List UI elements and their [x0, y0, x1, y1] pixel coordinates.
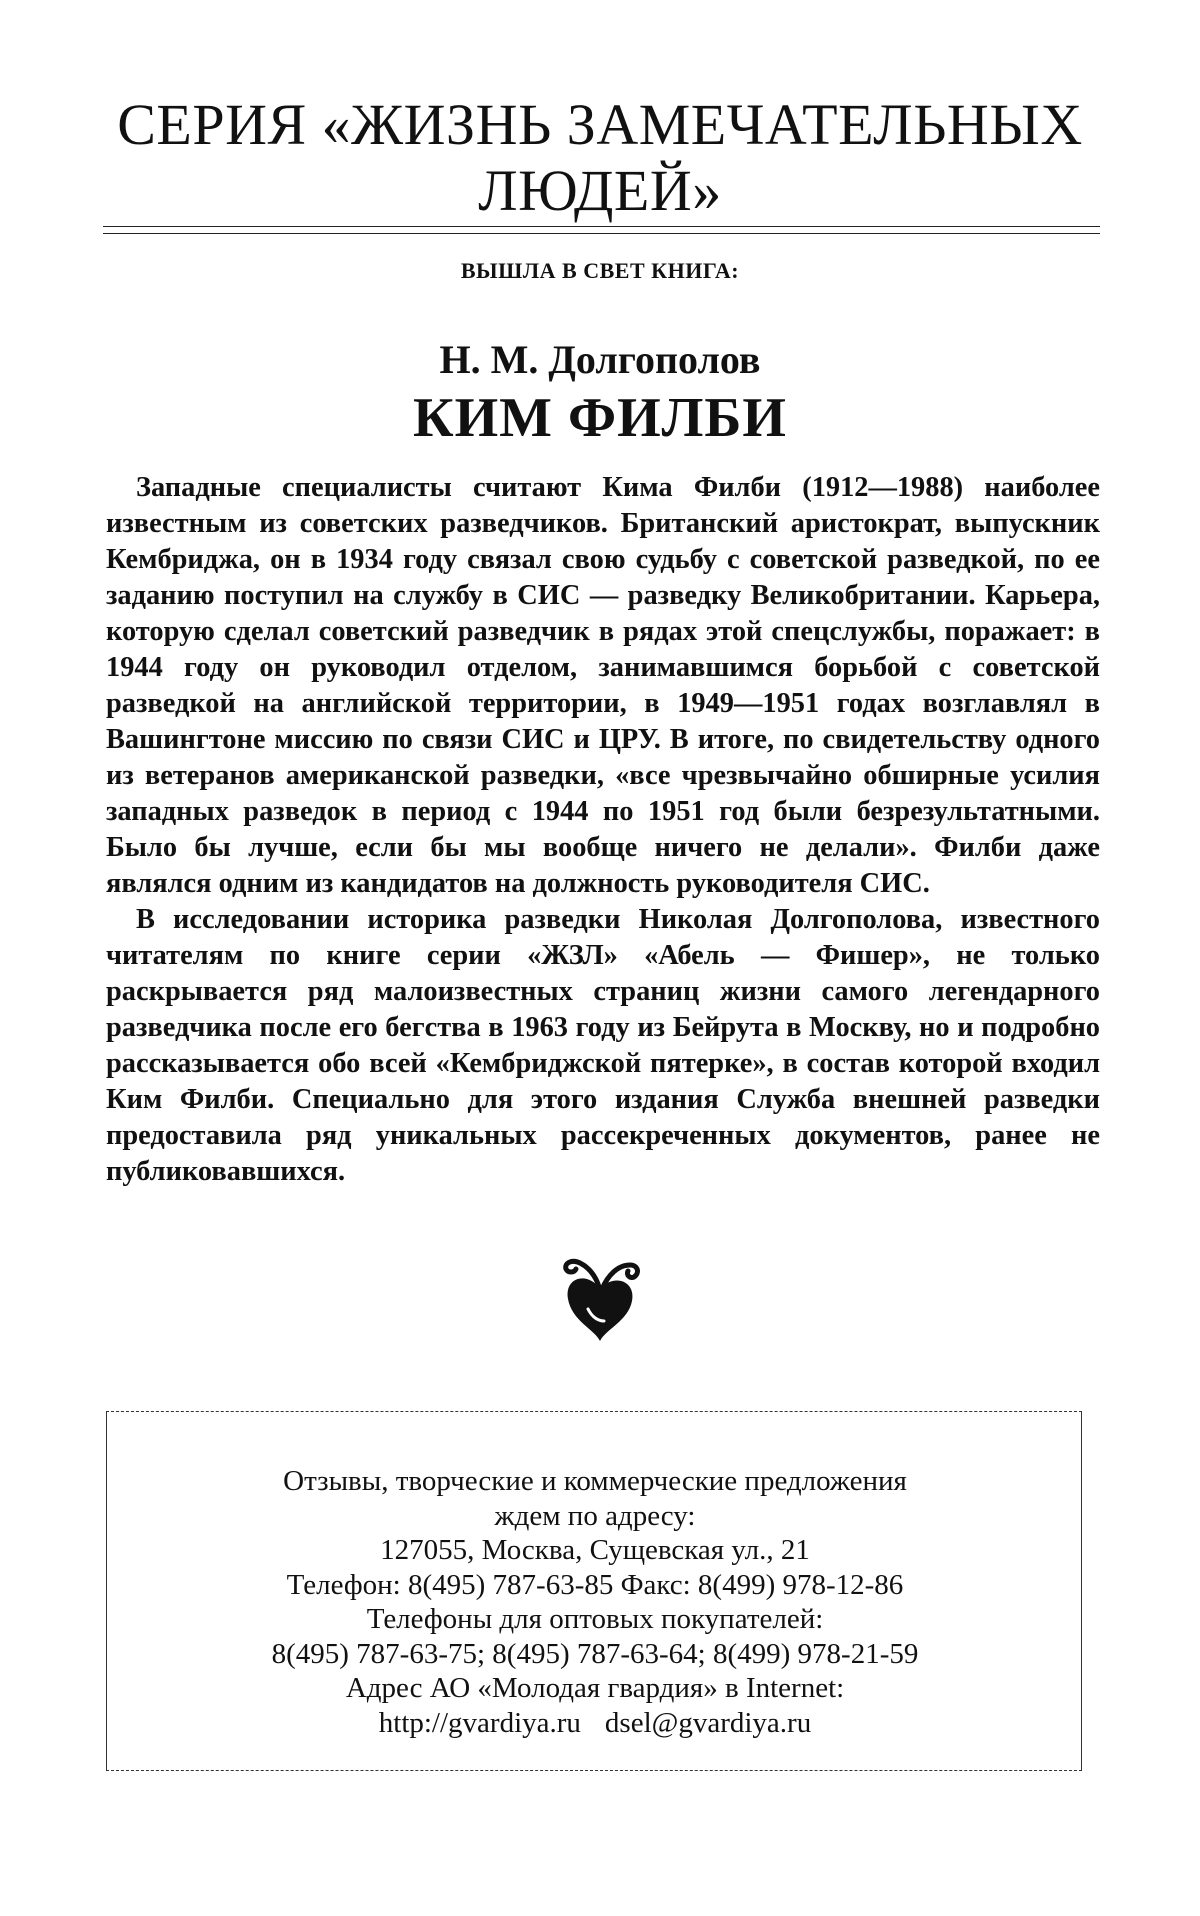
website-link[interactable]: http://gvardiya.ru [378, 1706, 581, 1739]
series-title-line2: ЛЮДЕЙ» [478, 158, 722, 223]
contact-lines [107, 1464, 1083, 1740]
internet-label: Адрес АО «Молодая гвардия» в Internet: [345, 1672, 845, 1704]
book-author: Н. М. Долгополов [439, 337, 761, 382]
description-paragraph-1: Западные специалисты считают Кима Филби (1912—1988) наиболее известным из советских разведчиков. Британский аристократ, выпускник Кембриджа, он в 1934 году связал свою судьбу с советской разведкой, по ее заданию поступил на службу в СИС — разведку Великобритании. Карьера, которую сделал советский разведчик в рядах этой спецслужбы, поражает: в 1944 году он руководил отделом, занимавшимся борьбой с советской разведкой на английской территории, в 1949—1951 годах возглавлял в Вашингтоне миссию по связи СИС и ЦРУ. В итоге, по свидетельству одного из ветеранов американской разведки, «все чрезвычайно обширные усилия западных разведок в период с 1944 по 1951 год были безрезультатными. Было бы лучше, если бы мы вообще ничего не делали». Филби даже являлся одним из кандидатов на должность руководителя СИС. [106, 472, 1100, 899]
series-title-line1: СЕРИЯ «ЖИЗНЬ ЗАМЕЧАТЕЛЬНЫХ [117, 92, 1083, 157]
feedback-line: Отзывы, творческие и коммерческие предложения [283, 1465, 907, 1497]
postal-address: 127055, Москва, Сущевская ул., 21 [380, 1534, 810, 1566]
book-title: КИМ ФИЛБИ [413, 387, 787, 449]
book-description [106, 470, 1100, 1190]
double-divider [103, 226, 1100, 234]
wholesale-phones: 8(495) 787-63-75; 8(495) 787-63-64; 8(499) 978-21-59 [271, 1637, 919, 1670]
wholesale-label: Телефоны для оптовых покупателей: [366, 1603, 824, 1635]
web-contacts [107, 1706, 1083, 1741]
series-title [100, 92, 1100, 224]
description-paragraph-2: В исследовании историка разведки Николая Долгополова, известного читателям по книге серии «ЖЗЛ» «Абель — Фишер», не только раскрывается ряд малоизвестных страниц жизни самого легендарного разведчика после его бегства в 1963 году из Бейрута в Москву, но и подробно рассказывается обо всей «Кембриджской пятерке», в состав которой входил Ким Филби. Специально для этого издания Служба внешней разведки предоставила ряд уникальных рассекреченных документов, ранее не публиковавшихся. [106, 904, 1100, 1187]
await-line: ждем по адресу: [494, 1499, 696, 1532]
contact-info-box [106, 1411, 1082, 1771]
email-link[interactable]: dsel@gvardiya.ru [604, 1706, 812, 1739]
announcement-heading: ВЫШЛА В СВЕТ КНИГА: [460, 258, 740, 283]
phone-fax: Телефон: 8(495) 787-63-85 Факс: 8(499) 978-12-86 [286, 1568, 904, 1601]
decorative-fleuron-icon [558, 1255, 642, 1343]
